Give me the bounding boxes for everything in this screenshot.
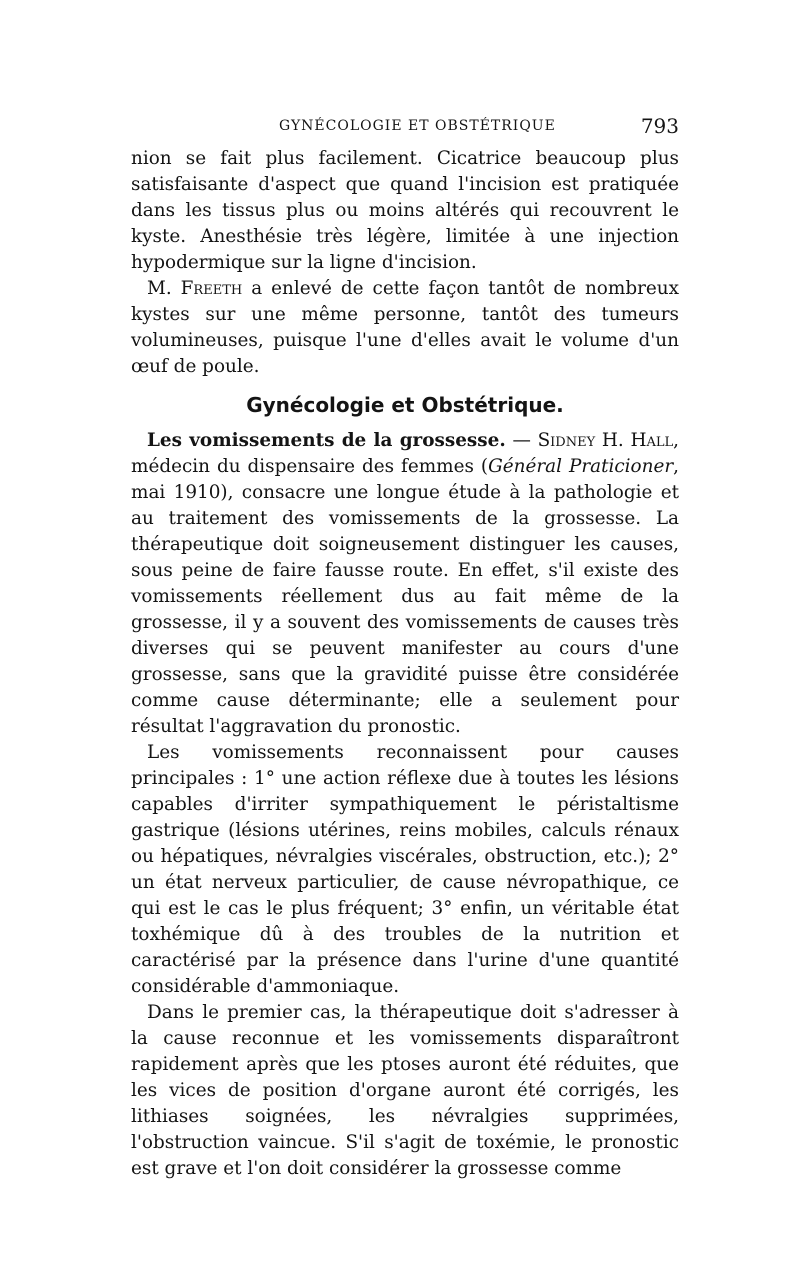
running-title: GYNÉCOLOGIE ET OBSTÉTRIQUE [279,118,556,134]
book-page [131,112,679,1182]
author-name-freeth: Freeth [180,278,243,299]
author-affiliation: médecin du dispensaire des femmes ( [131,456,489,477]
running-head [131,112,679,146]
journal-date: , mai 1910), [131,456,679,503]
article-first-paragraph-text: consacre une longue étude à la pathologie et au traitement des vomissements de la grossesse. La thérapeutique doit soigneusement distinguer les causes, sous peine de faire fausse route. En effet, s'il existe des vomissements réellement dus au fait même de la grossesse, il y a souvent des vomissements de causes très diverses qui se peuvent manifester au cours d'une grossesse, sans que la gravidité puisse être considérée comme cause déterminante; elle a seulement pour résultat l'aggravation du pronostic. [131,482,679,737]
paragraph-lead: M. [147,278,172,299]
paragraph-freeth [131,276,679,380]
page-number: 793 [640,114,679,138]
paragraph-therapeutics: Dans le premier cas, la thérapeutique doit s'adresser à la cause reconnue et les vomissements disparaîtront rapidement après que les ptoses auront été réduites, que les vices de position d'organe auront été corrigés, les lithiases soignées, les névralgies supprimées, l'obstruction vaincue. S'il s'agit de toxémie, le pronostic est grave et l'on doit considérer la grossesse comme [131,1002,679,1179]
title-dash: — [512,430,531,451]
journal-name: Général Praticioner [488,456,674,477]
article-first-paragraph [131,428,679,740]
article-title: Les vomissements de la grossesse. [147,430,506,451]
article-author: Sidney H. Hall, [537,430,680,451]
section-heading: Gynécologie et Obstétrique. [246,393,564,417]
paragraph-continued: nion se fait plus facilement. Cicatrice beaucoup plus satisfaisante d'aspect que quand l'incision est pratiquée dans les tissus plus ou moins altérés qui recouvrent le kyste. Anesthésie très légère, limitée à une injection hypodermique sur la ligne d'incision. [131,148,679,273]
paragraph-freeth-text: a enlevé de cette façon tantôt de nombreux kystes sur une même personne, tantôt des tumeurs volumineuses, puisque l'une d'elles avait le volume d'un œuf de poule. [131,278,679,377]
paragraph-causes: Les vomissements reconnaissent pour causes principales : 1° une action réflexe due à toutes les lésions capables d'irriter sympathiquement le péristaltisme gastrique (lésions utérines, reins mobiles, calculs rénaux ou hépatiques, névralgies viscérales, obstruction, etc.); 2° un état nerveux particulier, de cause névropathique, ce qui est le cas le plus fréquent; 3° enfin, un véritable état toxhémique dû à des troubles de la nutrition et caractérisé par la présence dans l'urine d'une quantité considérable d'ammoniaque. [131,742,679,997]
